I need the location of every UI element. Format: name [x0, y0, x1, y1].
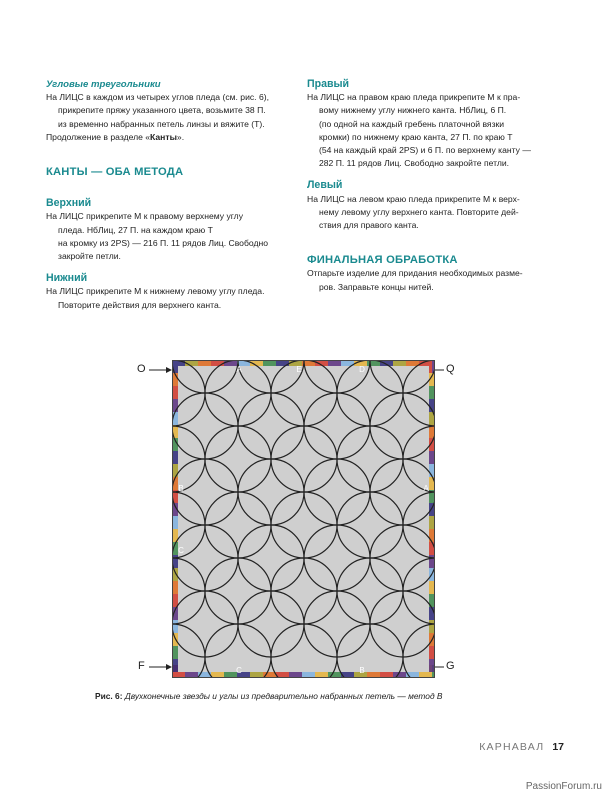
- corner-line-2: прикрепите пряжу указанного цвета, возьмите 38 П.: [58, 105, 266, 116]
- tile-letter: B: [359, 666, 365, 675]
- final-line-1: Отпарьте изделие для придания необходимых разме-: [307, 268, 523, 279]
- bottom-border-heading: Нижний: [46, 272, 88, 285]
- label-f: F: [138, 660, 145, 672]
- label-o: O: [137, 363, 146, 375]
- bottom-line-1: На ЛИЦС прикрепите М к нижнему левому углу пледа.: [46, 286, 265, 297]
- final-finishing-heading: ФИНАЛЬНАЯ ОБРАБОТКА: [307, 254, 458, 267]
- corner-triangles-heading: Угловые треугольники: [46, 79, 161, 90]
- top-line-4: закройте петли.: [58, 251, 121, 262]
- watermark: PassionForum.ru: [525, 781, 602, 792]
- left-line-1: На ЛИЦС на левом краю пледа прикрепите М к верх-: [307, 193, 520, 204]
- label-q: Q: [446, 363, 455, 375]
- corner-continuation: [46, 131, 291, 144]
- tile-letter: C: [178, 546, 184, 555]
- right-line-3: (по одной на каждый гребень платочной вязки: [319, 118, 505, 129]
- continuation-suffix: ».: [176, 131, 185, 142]
- left-column: [46, 78, 291, 312]
- right-border-heading: Правый: [307, 78, 350, 90]
- arrow-o-icon: [149, 364, 173, 376]
- section-title-borders: КАНТЫ — ОБА МЕТОДА: [46, 166, 184, 179]
- top-border-heading: Верхний: [46, 197, 92, 210]
- right-column: [307, 78, 552, 294]
- right-line-4: кромки) по нижнему краю канта, 27 П. по краю Т: [319, 131, 513, 142]
- continuation-prefix: Продолжение в разделе «: [46, 131, 151, 142]
- tile-letter: A: [423, 484, 429, 493]
- blanket-diagram: [172, 360, 435, 678]
- arrow-f-icon: [149, 661, 173, 673]
- top-line-3: на кромку из 2PS) — 216 П. 11 рядов Лиц. Свободно: [58, 237, 268, 248]
- corner-line-1: На ЛИЦС в каждом из четырех углов пледа (см. рис. 6),: [46, 92, 269, 103]
- tile-letter: D: [359, 365, 365, 374]
- page-number: 17: [552, 741, 564, 753]
- right-line-5: (54 на каждый край 2PS) и 6 П. по верхнему канту —: [319, 145, 531, 156]
- continuation-link: Канты: [150, 131, 177, 142]
- right-line-6: 282 П. 11 рядов Лиц. Свободно закройте петли.: [319, 158, 510, 169]
- left-border-heading: Левый: [307, 179, 343, 192]
- label-g: G: [446, 660, 455, 672]
- right-line-2: вому нижнему углу нижнего канта. НбЛиц, 6 П.: [319, 105, 507, 116]
- figure-caption: [95, 690, 555, 702]
- tile-letter: B: [178, 484, 184, 493]
- left-line-2: нему левому углу верхнего канта. Повторите дей-: [319, 206, 519, 217]
- tile-letter: E: [296, 365, 302, 374]
- caption-text: Двухконечные звезды и углы из предварительно набранных петель — метод В: [122, 691, 443, 701]
- corner-line-3: из временно набранных петель линзы и вяжите (Т).: [58, 118, 265, 129]
- final-line-2: ров. Заправьте концы нитей.: [319, 281, 434, 292]
- footer-section-name: КАРНАВАЛ: [479, 741, 545, 753]
- bottom-line-2: Повторите действия для верхнего канта.: [58, 299, 222, 310]
- tile-letter: A: [236, 365, 242, 374]
- top-line-1: На ЛИЦС прикрепите М к правому верхнему углу: [46, 211, 243, 222]
- page-footer: [479, 741, 564, 753]
- right-line-1: На ЛИЦС на правом краю пледа прикрепите М к пра-: [307, 92, 521, 103]
- top-line-2: пледа. НбЛиц, 27 П. на каждом краю Т: [58, 224, 213, 235]
- tile-letter: C: [236, 666, 242, 675]
- caption-lead: Рис. 6:: [95, 691, 123, 701]
- left-line-3: ствия для правого канта.: [319, 220, 419, 231]
